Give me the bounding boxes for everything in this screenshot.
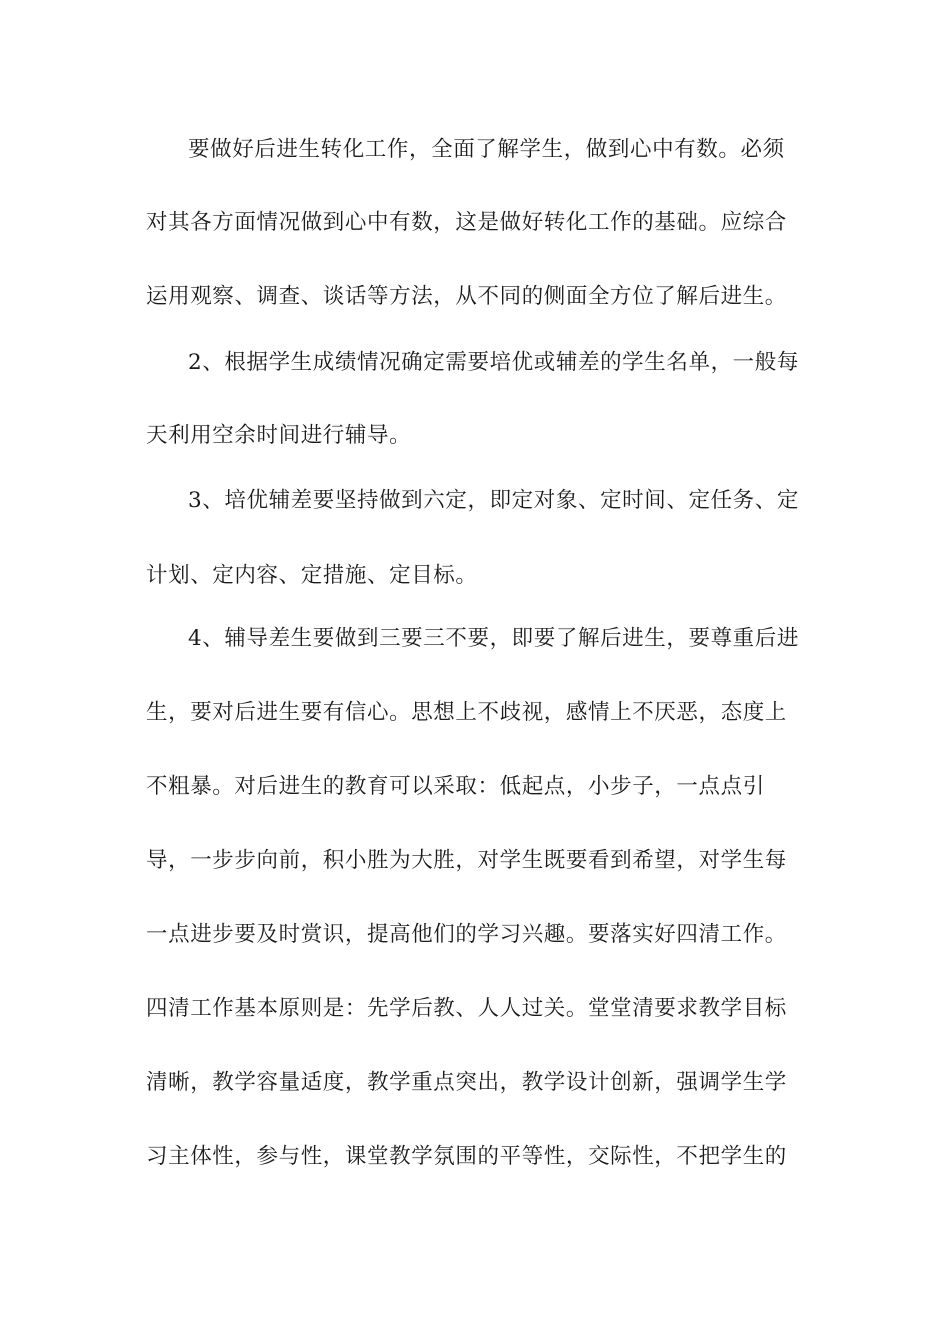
text-line: 一点进步要及时赏识，提高他们的学习兴趣。要落实好四清工作。: [146, 922, 787, 947]
text-line: 计划、定内容、定措施、定目标。: [146, 563, 478, 588]
text-line: 不粗暴。对后进生的教育可以采取：低起点，小步子，一点点引: [146, 774, 765, 799]
text-line: 习主体性，参与性，课堂教学氛围的平等性，交际性，不把学生的: [146, 1144, 787, 1169]
text-line: 天利用空余时间进行辅导。: [146, 423, 412, 448]
text-line: 3、培优辅差要坚持做到六定，即定对象、定时间、定任务、定: [188, 488, 799, 513]
text-line: 4、辅导差生要做到三要三不要，即要了解后进生，要尊重后进: [188, 626, 799, 651]
text-line: 运用观察、调查、谈话等方法，从不同的侧面全方位了解后进生。: [146, 284, 787, 309]
text-line: 导，一步步向前，积小胜为大胜，对学生既要看到希望，对学生每: [146, 848, 787, 873]
text-line: 四清工作基本原则是：先学后教、人人过关。堂堂清要求教学目标: [146, 996, 787, 1021]
text-line: 清晰，教学容量适度，教学重点突出，教学设计创新，强调学生学: [146, 1070, 787, 1095]
text-line: 2、根据学生成绩情况确定需要培优或辅差的学生名单，一般每: [188, 350, 799, 375]
text-line: 对其各方面情况做到心中有数，这是做好转化工作的基础。应综合: [146, 210, 787, 235]
text-line: 要做好后进生转化工作，全面了解学生，做到心中有数。必须: [188, 137, 785, 162]
text-line: 生，要对后进生要有信心。思想上不歧视，感情上不厌恶，态度上: [146, 700, 787, 725]
